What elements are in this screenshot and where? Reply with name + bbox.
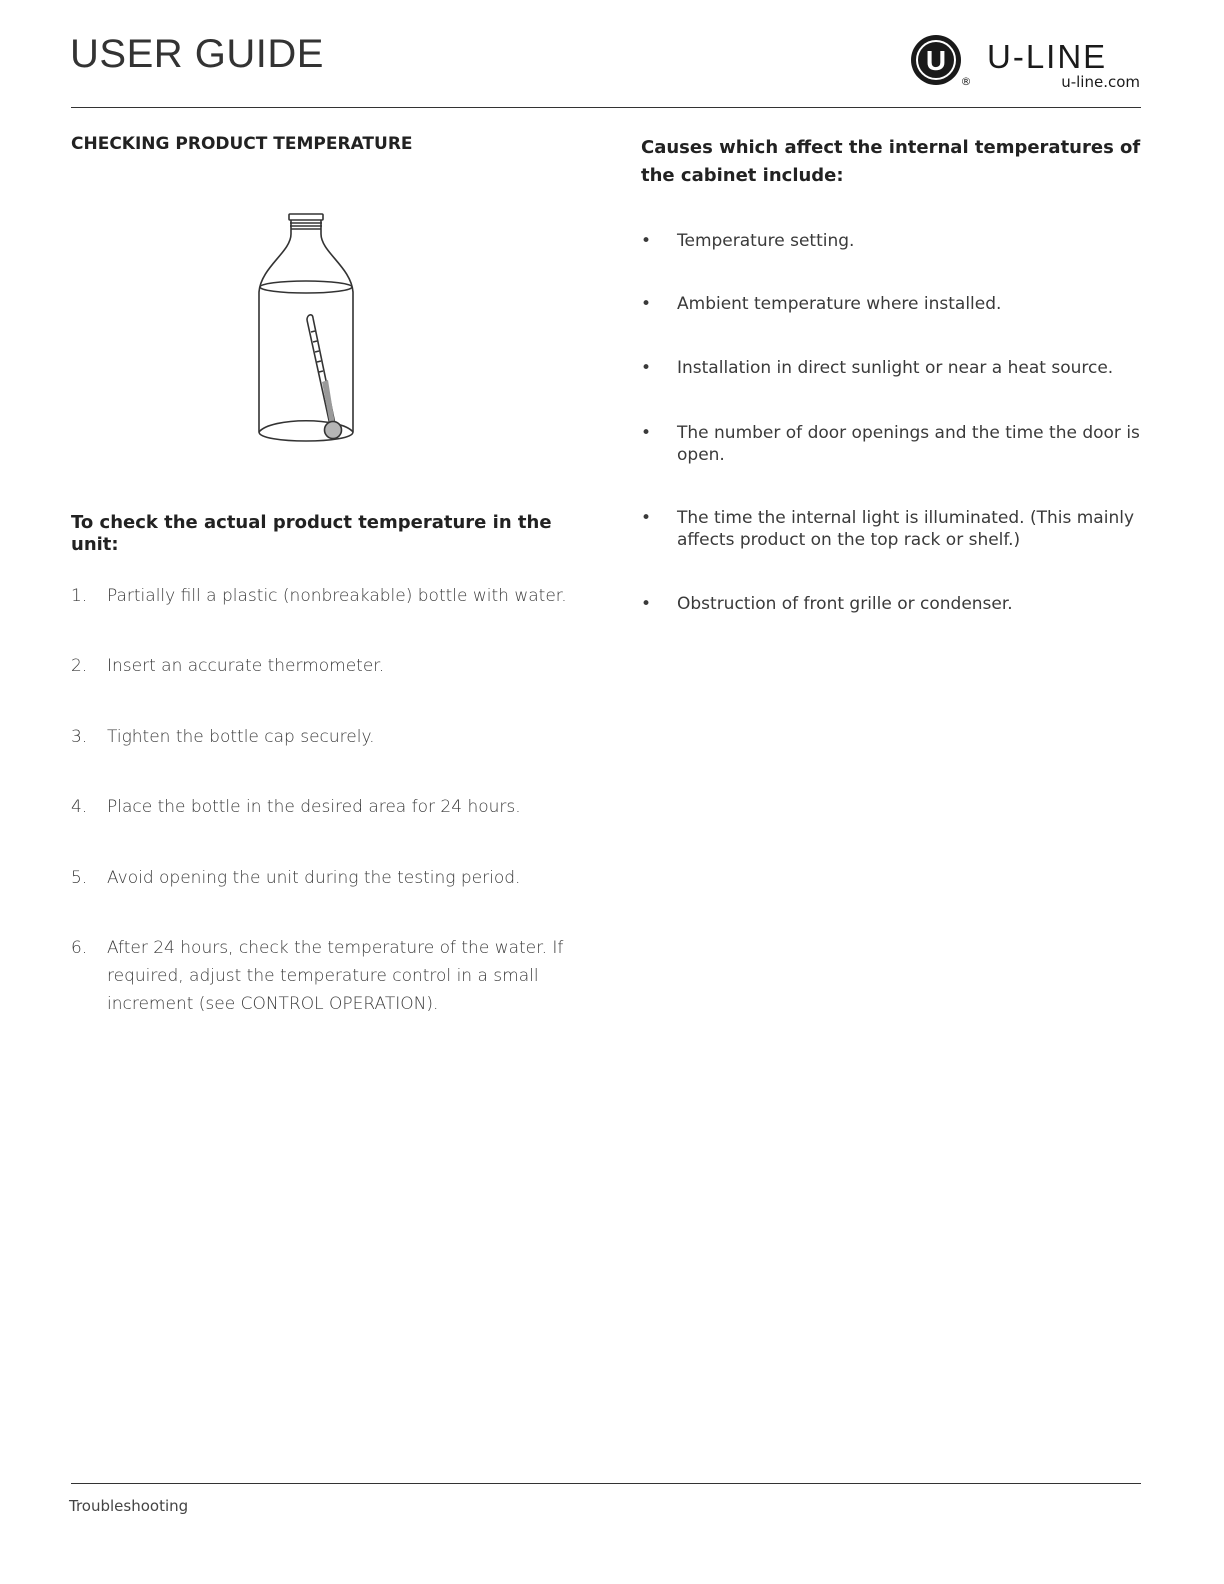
step-text: Partially fill a plastic (nonbreakable) bottle with water. xyxy=(107,586,567,606)
step-number: 4. xyxy=(71,797,88,817)
bullet-icon: • xyxy=(641,423,652,443)
logo-url: u-line.com xyxy=(1061,73,1140,91)
step-number: 5. xyxy=(71,868,88,888)
logo-mark-letter: U xyxy=(925,45,947,76)
section-heading: CHECKING PRODUCT TEMPERATURE xyxy=(71,134,413,154)
step-text: Place the bottle in the desired area for 24 hours. xyxy=(107,797,521,817)
bullet-icon: • xyxy=(641,231,652,251)
step-text: Avoid opening the unit during the testing period. xyxy=(107,868,521,888)
cause-text: Obstruction of front grille or condenser. xyxy=(677,594,1013,614)
checking-temperature-section xyxy=(71,134,571,1014)
bottle-thermometer-icon xyxy=(251,212,361,452)
step-text: Insert an accurate thermometer. xyxy=(107,656,385,676)
step-text: After 24 hours, check the temperature of the water. If required, adjust the temperature control in a small increment (see CONTROL OPERATION). xyxy=(107,938,564,1014)
brand-logo xyxy=(910,34,1142,92)
registered-mark: ® xyxy=(960,75,972,88)
step-number: 3. xyxy=(71,727,88,747)
cause-text: Temperature setting. xyxy=(677,231,855,251)
step-text: Tighten the bottle cap securely. xyxy=(107,727,375,747)
logo-mark-icon xyxy=(910,34,980,92)
procedure-heading: To check the actual product temperature in the unit: xyxy=(71,512,552,555)
page-title: USER GUIDE xyxy=(70,32,324,76)
bullet-icon: • xyxy=(641,358,652,378)
step-number: 1. xyxy=(71,586,88,606)
footer-divider xyxy=(71,1483,1141,1484)
cause-text: The number of door openings and the time the door is open. xyxy=(677,423,1140,465)
step-number: 2. xyxy=(71,656,88,676)
cause-text: Ambient temperature where installed. xyxy=(677,294,1002,314)
step-number: 6. xyxy=(71,938,88,958)
logo-wordmark: U-LINE xyxy=(987,38,1108,75)
cause-text: The time the internal light is illuminated. (This mainly affects product on the top rack or shelf.) xyxy=(677,508,1135,550)
causes-heading: Causes which affect the internal temperatures of the cabinet include: xyxy=(641,137,1141,186)
bullet-icon: • xyxy=(641,508,652,528)
cause-text: Installation in direct sunlight or near a heat source. xyxy=(677,358,1114,378)
bullet-icon: • xyxy=(641,594,652,614)
header-divider xyxy=(71,107,1141,108)
footer-section-label: Troubleshooting xyxy=(69,1497,189,1515)
bullet-icon: • xyxy=(641,294,652,314)
